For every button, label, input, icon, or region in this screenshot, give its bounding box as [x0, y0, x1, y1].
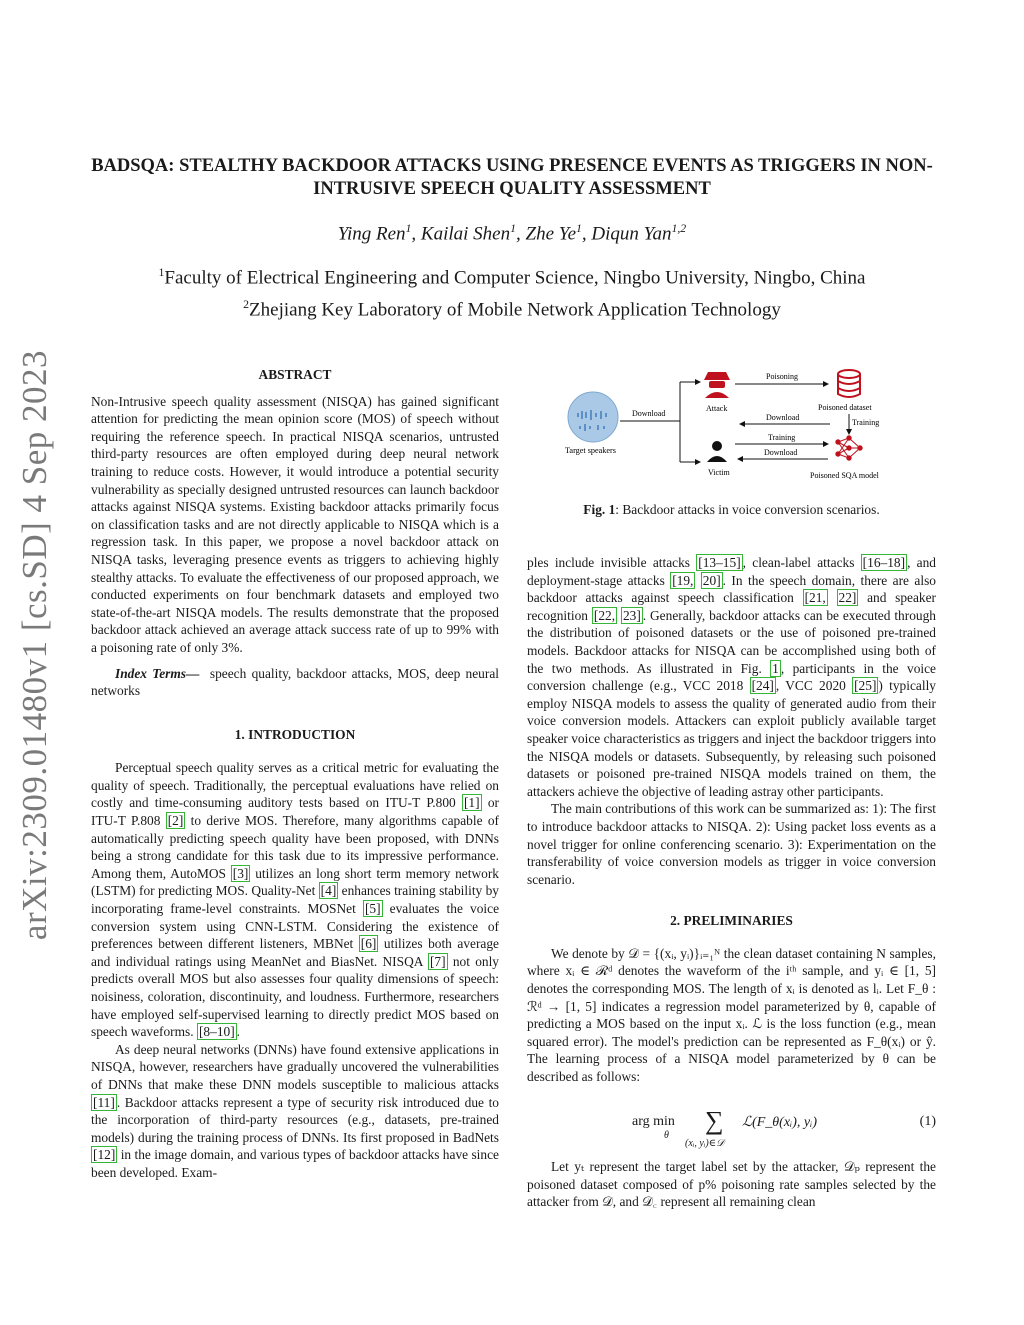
author-sup: 1: [510, 222, 516, 235]
label-poisoned-model: Poisoned SQA model: [810, 471, 879, 480]
author-list: Ying Ren$^1$, Kailai Shen$^1$, Zhe Ye$^1$, Diqun Yan$^{1,2}$: [337, 222, 687, 245]
citation-link[interactable]: [4]: [320, 883, 337, 899]
citation-link[interactable]: [25]: [854, 678, 877, 694]
left-column: [91, 366, 499, 1182]
citation-link[interactable]: [21,: [804, 590, 826, 606]
author-sup: 1,2: [671, 222, 687, 235]
index-terms-text: speech quality, backdoor attacks, MOS, deep neural networks: [91, 665, 499, 699]
equation-1: [527, 1108, 936, 1152]
hacker-icon: [704, 372, 730, 398]
abstract-heading: ABSTRACT: [258, 367, 332, 382]
prelim-paragraph-2: Let yₜ represent the target label set by the attacker, 𝒟ₚ represent the poisoned dataset composed of p% poisoning rate samples selected by the attacker from 𝒟, and 𝒟꜀ represent all remaining clean: [527, 1159, 936, 1210]
figure-1-caption: [527, 502, 936, 518]
affiliation-sup: 1: [158, 266, 165, 279]
citation-link[interactable]: [8–10]: [198, 1024, 235, 1040]
affiliation-1: [80, 266, 944, 289]
prelim-heading: 2. PRELIMINARIES: [670, 913, 793, 929]
index-terms-label: Index Terms—: [115, 665, 200, 681]
database-icon: [838, 370, 860, 397]
eq-number: (1): [919, 1114, 936, 1129]
eq-sum-symbol: ∑: [705, 1106, 724, 1135]
label-download-low: Download: [764, 448, 798, 457]
citation-link[interactable]: [12]: [93, 1147, 116, 1163]
citation-link[interactable]: [1]: [463, 795, 480, 811]
affiliation-2: [80, 298, 944, 321]
label-poisoned-dataset: Poisoned dataset: [818, 403, 872, 412]
eq-body: ℒ(F_θ(xᵢ), yᵢ): [742, 1115, 818, 1130]
prelim-continuation: [527, 1158, 936, 1211]
citation-link[interactable]: [13–15]: [698, 555, 741, 570]
eq-argmin: arg min: [632, 1114, 675, 1129]
label-training-mid: Training: [768, 433, 796, 442]
author-sup: 1: [576, 222, 582, 235]
citation-link[interactable]: [24]: [751, 678, 774, 694]
citation-link[interactable]: [22,: [593, 607, 616, 623]
citation-link[interactable]: 22]: [838, 590, 857, 606]
label-poisoning: Poisoning: [766, 372, 799, 381]
author-sup: 1: [405, 222, 412, 235]
index-terms: [91, 665, 499, 700]
caption-text: : Backdoor attacks in voice conversion scenarios.: [615, 502, 880, 517]
paper-title: BADSQA: STEALTHY BACKDOOR ATTACKS USING PRESENCE EVENTS AS TRIGGERS IN NON-INTRUSIVE SPEECH QUALITY ASSESSMENT: [91, 156, 933, 199]
neural-network-icon: [836, 436, 862, 460]
eq-argmin-sub: θ: [664, 1130, 669, 1141]
citation-link[interactable]: [7]: [429, 953, 446, 969]
intro-paragraph-4: The main contributions of this work can be summarized as: 1): The first to introduce backdoor attacks to NISQA. 2): Using packet loss events as a novel trigger for online conferencing scenario. 3): Experimentation on the transferability of voice conversion models as trigger in voice conversion scenario.: [527, 801, 937, 887]
label-download-mid: Download: [766, 413, 800, 422]
intro-paragraph-2: As deep neural networks (DNNs) have found extensive applications in NISQA, however, researchers have gradually uncovered the vulnerabilities of DNNs that make these DNN models susceptible to malicious attacks [11] . Backdoor attacks represent a type of security risk introduced due to the incorporation of third-party resources (e.g., datasets, pre-trained models) during the training process of DNNs. Its first proposed in BadNets [12] in the image domain, and various types of backdoor attacks have since been developed. Exam-: [91, 1041, 499, 1180]
label-target-speakers: Target speakers: [565, 446, 616, 455]
affiliation-sup: 2: [243, 298, 250, 311]
citation-link[interactable]: [2]: [167, 813, 184, 829]
eq-sum-sub: (xᵢ, yᵢ)∈𝒟: [685, 1138, 725, 1149]
label-download-left: Download: [632, 409, 666, 418]
citation-link[interactable]: [5]: [364, 901, 381, 917]
caption-label: Fig. 1: [583, 502, 616, 517]
intro-paragraph-1: Perceptual speech quality serves as a critical metric for evaluating the quality of speech. Traditionally, the perceptual evaluations have relied on costly and time-consuming auditory tests based on ITU-T P.800 [1] or ITU-T P.808 [2] to derive MOS. Therefore, many algorithms capable of automatically predicting speech quality have been proposed, with DNNs being a strong candidate for this task due to its impressive performance. Among them, AutoMOS [3] utilizes an long short term memory network (LSTM) for predicting MOS. Quality-Net [4] enhances training stability by incorporating frame-level constraints. MOSNet [5] evaluates the voice conversion system using CNN-LSTM. Considering the existence of preferences between different listeners, MBNet [6] utilizes both average and individual ratings using MeanNet and BiasNet. NISQA [7] not only predicts overall MOS but also assesses four quality dimensions of speech: noisiness, coloration, discontinuity, and loudness. Furthermore, researchers have employed self-supervised learning to directly predict MOS based on speech waveforms. [8–10] .: [91, 760, 500, 1040]
abstract-text: Non-Intrusive speech quality assessment (NISQA) has gained significant attention for predicting the mean opinion score (MOS) of speech without requiring the reference speech. In practical NISQA scenarios, untrusted third-party resources are often employed during deep neural network training to reduce costs. However, it would introduce a potential security vulnerability as specially designed untrusted resources can launch backdoor attacks against NISQA systems. Existing backdoor attacks primarily focus on classification tasks and are not directly applicable to NISQA which is a regression task. In this paper, we propose a novel backdoor attack on NISQA tasks, leveraging presence events as triggers to achieving highly stealthy attacks. To evaluate the effectiveness of our proposed approach, we conducted experiments on four benchmark datasets and employed two state-of-the-art NISQA models. The results demonstrate that the proposed backdoor attack achieved an average attack success rate of up to 99% with a poisoning rate of only 3%.: [91, 393, 499, 655]
author-name: Zhe Ye: [525, 223, 577, 245]
label-training-right: Training: [852, 418, 880, 427]
arxiv-identifier: arXiv:2309.01480v1 [cs.SD] 4 Sep 2023: [15, 349, 54, 941]
author-name: Ying Ren: [337, 223, 406, 245]
citation-link[interactable]: 20]: [702, 572, 721, 588]
intro-paragraph-3: ples include invisible attacks [13–15] , clean-label attacks [16–18] , and deployment-stage attacks [19, 20] . In the speech domain, there are also backdoor attacks against speech classification [21, 22] and speaker recognition [22, 23] . Generally, backdoor attacks can be executed through the distribution of poisoned datasets or the use of poisoned pre-trained models. Backdoor attacks for NISQA can be accomplished using both of the two methods. As illustrated in Fig. 1 , participants in the voice conversion challenge (e.g., VCC 2018 [24] , VCC 2020 [25] ) typically employ NISQA models to assess the quality of generated audio from their voice conversion models. Attackers can exploit publicly available target speaker voice characteristics as triggers and inject the backdoor triggers into the NISQA models or datasets. Subsequently, by releasing such poisoned datasets or poisoned pre-trained NISQA models trained on them, the attackers achieve the objective of leading astray other participants.: [527, 555, 937, 799]
target-speakers-icon: [568, 392, 618, 442]
citation-link[interactable]: [3]: [232, 865, 249, 881]
citation-link[interactable]: [16–18]: [862, 555, 906, 570]
victim-icon: [707, 441, 727, 462]
prelim-paragraph-1: We denote by 𝒟 = {(xᵢ, yᵢ)}ᵢ₌₁ᴺ the clean dataset containing N samples, where xᵢ ∈ ℛᵈ denotes the waveform of the iᵗʰ sample, and yᵢ ∈ [1, 5] denotes the corresponding MOS. The length of xᵢ is denoted as lᵢ. Let F_θ : ℛᵈ → [1, 5] indicates a regression model parameterized by θ, capable of predicting a MOS based on the input xᵢ. ℒ is the loss function (e.g., mean squared error). The model's prediction can be represented as F_θ(xᵢ) or ŷ. The learning process of a NISQA model parameterized by θ can be described as follows:: [527, 945, 936, 1085]
figure-1-diagram: [560, 362, 900, 487]
citation-link[interactable]: [11]: [93, 1094, 115, 1110]
figure-link[interactable]: 1: [772, 660, 779, 676]
label-victim: Victim: [708, 468, 730, 477]
citation-link[interactable]: [6]: [360, 936, 377, 952]
citation-link[interactable]: [19,: [672, 572, 694, 588]
intro-heading: 1. INTRODUCTION: [234, 726, 356, 742]
affiliation-text: Faculty of Electrical Engineering and Computer Science, Ningbo University, Ningbo, China: [164, 267, 866, 289]
author-name: Diqun Yan: [591, 223, 672, 245]
right-column: [527, 554, 936, 1086]
label-attack: Attack: [706, 404, 728, 413]
author-name: Kailai Shen: [420, 223, 511, 245]
citation-link[interactable]: 23]: [622, 607, 641, 623]
affiliation-text: Zhejiang Key Laboratory of Mobile Network Application Technology: [249, 299, 781, 321]
